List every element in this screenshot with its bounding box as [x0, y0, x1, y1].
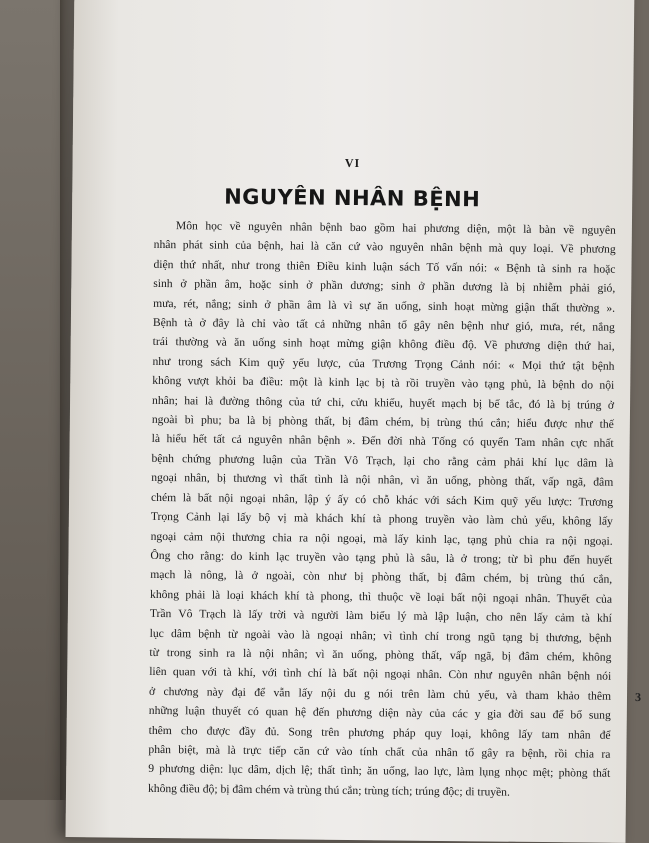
body-line: liên quan với tà khí, với tình chí là bất nội ngoại nhân. Còn như nguyên nhân bệnh nói: [149, 665, 612, 684]
body-line: nhân; hai là đường thông của tứ chi, cửu khiếu, huyết mạch bị bế tắc, đó là bị trúng ở: [152, 393, 615, 412]
body-line: ở chương này đại để vẫn lấy nội du g nói trên làm chủ yếu, và tham khảo thêm: [148, 684, 612, 703]
body-line: chém là bất nội ngoại nhân, lập ý ấy có chỗ khác với sách Kim quỹ yếu lược: Trương: [151, 490, 614, 509]
body-line: ngoại cảm nội thương chia ra nội ngoại, mà lấy kinh lạc, tạng phủ chia ra nội ngoại.: [150, 529, 613, 548]
chapter-body: [148, 216, 616, 803]
body-line: trái thường và ăn uống sinh hoạt mừng giận không điều độ. Về phương diện thứ hai,: [152, 335, 615, 354]
body-line: ngoài bì phu; ba là bị phòng thất, bị đâm chém, bị trùng thú cắn; hiểu được như thế: [151, 412, 614, 431]
body-line: diện thứ nhất, như trong thiên Điều kinh luận sách Tố vấn nói: « Bệnh tà sinh ra hoặc: [153, 257, 616, 276]
body-line: phân biệt, mà là trực tiếp căn cứ vào tính chất của nhân tố gây ra bệnh, rồi chia ra: [148, 742, 611, 761]
body-line: là hiểu hết tất cả nguyên nhân bệnh ». Đến đời nhà Tống có quyển Tam nhân cực nhất: [151, 432, 614, 451]
body-line: Môn học về nguyên nhân bệnh bao gồm hai phương diện, một là bàn về nguyên: [175, 219, 616, 237]
body-line: như trong sách Kim quỹ yếu lược, của Trương Trọng Cảnh nói: « Mọi thứ tật bệnh: [152, 354, 615, 373]
body-line: mạch là nông, là ở ngoài, còn như bị phòng thất, bị đâm chém, bị trùng thú cắn,: [150, 568, 613, 587]
book-page: [66, 0, 642, 843]
body-line: mưa, rét, nắng; sinh ở phần âm là vì sự ăn uống, sinh hoạt mừng giận thất thường ».: [153, 296, 616, 315]
body-line: từ trong sinh ra là nội nhân; vì ăn uống, phòng thất, vấp ngã, bị đâm chém, không: [149, 645, 612, 664]
body-line: không điều độ; bị đâm chém và trùng thú cắn; trùng tích; trúng độc; di truyền.: [147, 781, 510, 799]
chapter-title: NGUYÊN NHÂN BỆNH: [224, 184, 481, 212]
body-line: lục dâm bệnh từ ngoài vào là ngoại nhân; vì tình chí trong ngũ tạng bị thương, bệnh: [149, 626, 612, 645]
body-line: sinh ở phần âm, hoặc sinh ở phần dương; sinh ở phần dương là bị nhiễm phải gió,: [153, 277, 616, 295]
chapter-number: VI: [344, 155, 361, 171]
page-number: 3: [634, 690, 642, 705]
body-line: Bệnh tà ở đây là chỉ vào tất cả những nhân tố gây nên bệnh như gió, mưa, rét, nắng: [152, 315, 615, 334]
body-line: Ông cho rằng: do kinh lạc truyền vào tạng phủ là sâu, là ở trong; từ bì phu đến huyết: [150, 548, 613, 567]
body-line: ngoại nhân, bị thương vì thất tình là nội nhân, vì ăn uống, phòng thất, vấp ngã, đâm: [151, 471, 614, 490]
body-line: Trọng Cảnh lại lấy bộ vị mà khách khí tà phong truyền vào làm chủ yếu, không lấy: [150, 510, 613, 528]
body-line: không vượt khỏi ba điều: một là kinh lạc bị tà rồi truyền vào tạng phủ, là bệnh do nội: [152, 374, 615, 393]
body-line: Trần Vô Trạch là lấy trời và người làm biểu lý mà lập luận, cho nên lấy cảm tà khí: [149, 607, 612, 625]
body-line: những luận thuyết có quan hệ đến phương diện này của các y gia đời sau để bổ sung: [148, 704, 611, 722]
body-line: không phải là loại khách khí tà phong, thì thuộc về loại bất nội ngoại nhân. Thuyết của: [149, 587, 613, 606]
body-line: 9 phương diện: lục dâm, dịch lệ; thất tình; ăn uống, lao lực, làm lụng nhọc mệt; phòng thất: [148, 762, 611, 781]
body-line: thêm cho được đầy đủ. Song trên phương pháp quy loại, không lấy tam nhân để: [148, 723, 611, 742]
body-line: nhân phát sinh của bệnh, hai là căn cứ vào nguyên nhân bệnh mà quy loại. Về phương: [153, 238, 616, 257]
body-line: bệnh chứng phương luận của Trần Vô Trạch, lại cho rằng cảm phải khí lục dâm là: [151, 451, 614, 470]
